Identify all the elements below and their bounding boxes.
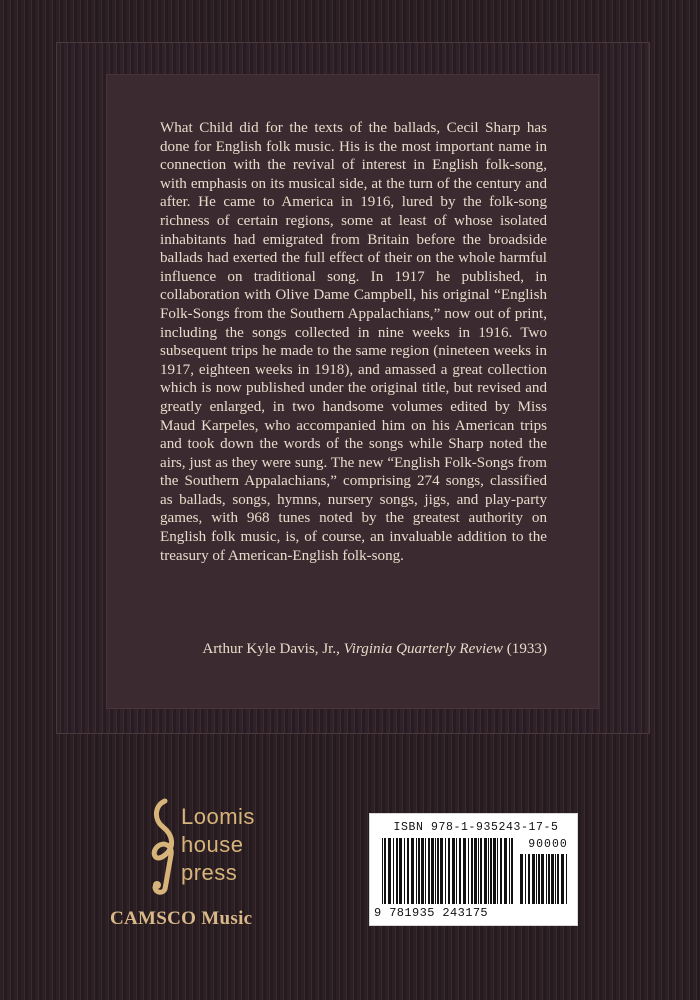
logo-word-2: house xyxy=(181,832,244,857)
addon-digits: 90000 xyxy=(528,838,568,851)
attribution-source: Virginia Quarterly Review xyxy=(343,641,503,657)
addon-barcode-bars xyxy=(520,854,572,906)
attribution-author: Arthur Kyle Davis, Jr., xyxy=(202,641,340,657)
ean-digits: 9 781935 243175 xyxy=(374,906,489,920)
publisher-logo xyxy=(143,797,293,897)
blurb-attribution xyxy=(160,640,547,659)
logo-word-3: press xyxy=(181,860,238,885)
blurb-text: What Child did for the texts of the ballads, Cecil Sharp has done for English folk music. His is the most important name in connection with the revival of interest in English folk-song, with emphasis on its musical side, at the turn of the century and after. He came to America in 1916, lured by the folk-song richness of certain regions, some at least of whose isolated inhabitants had emigrated from Britain before the broadside ballads had exerted the full effect of their on the whole harmful influence on traditional song. In 1917 he published, in collaboration with Olive Dame Campbell, his original “English Folk-Songs from the Southern Appalachians,” now out of print, including the songs collected in nine weeks in 1916. Two subsequent trips he made to the same region (nineteen weeks in 1917, eighteen weeks in 1918), and amassed a great collection which is now published under the original title, but revised and greatly enlarged, in two handsome volumes edited by Miss Maud Karpeles, who accompanied him on his American trips and took down the words of the songs while Sharp noted the airs, just as they were sung. The new “English Folk-Songs from the Southern Appalachians,” comprising 274 songs, classified as ballads, songs, hymns, nursery songs, jigs, and play-party games, with 968 tunes noted by the greatest authority on English folk music, is, of course, an invaluable addition to the treasury of American-English folk-song. xyxy=(160,120,547,564)
ean-barcode-bars xyxy=(382,838,516,906)
attribution-year: (1933) xyxy=(506,641,547,657)
treble-clef-icon xyxy=(143,797,185,895)
isbn-label: ISBN 978-1-935243-17-5 xyxy=(393,821,559,834)
logo-word-1: Loomis xyxy=(181,804,255,829)
isbn-barcode xyxy=(369,813,578,926)
imprint-name: CAMSCO Music xyxy=(110,908,253,929)
